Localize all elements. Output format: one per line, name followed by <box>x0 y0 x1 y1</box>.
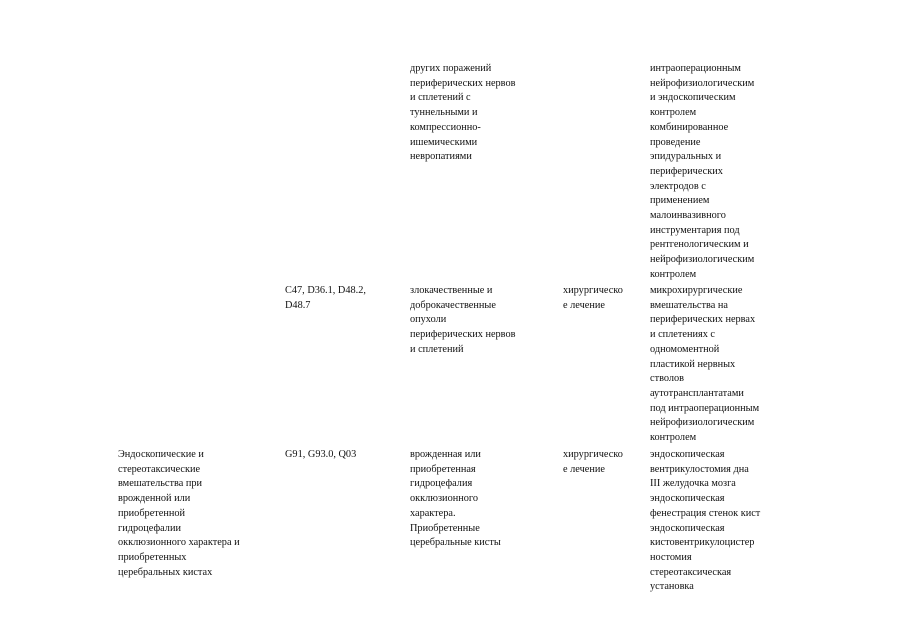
row-0-condition: других поражений периферических нервов и сплетений с туннельными и компрессионно- ишемическими невропатиями <box>410 63 516 163</box>
row-2-codes: G91, G93.0, Q03 <box>285 449 357 460</box>
row-0-method: интраоперационным нейрофизиологическим и эндоскопическим контролем комбинированное проведение эпидуральных и периферических электродов с применением малоинвазивного инструментария под рентгенологическим и нейрофизиологическим контролем <box>650 63 755 280</box>
row-1-condition: злокачественные и доброкачественные опухоли периферических нервов и сплетений <box>410 285 516 355</box>
row-2-condition: врожденная или приобретенная гидроцефалия окклюзионного характера. Приобретенные церебральные кисты <box>410 449 501 549</box>
row-1-codes: C47, D36.1, D48.2, D48.7 <box>285 285 366 311</box>
row-1-treatment-type: хирургическо е лечение <box>563 285 623 311</box>
row-2-name: Эндоскопические и стереотаксические вмешательства при врожденной или приобретенной гидроцефалии окклюзионного характера и приобретенных церебральных кистах <box>118 449 240 578</box>
row-1-method: микрохирургические вмешательства на периферических нервах и сплетениях с одномоментной пластикой нервных стволов аутотрансплантатами под интраоперационным нейрофизиологическим контролем <box>650 285 760 444</box>
row-2-method: эндоскопическая вентрикулостомия дна III желудочка мозга эндоскопическая фенестрация стенок кист эндоскопическая кистовентрикулоцистер ностомия стереотаксическая установка <box>650 449 761 593</box>
row-2-treatment-type: хирургическо е лечение <box>563 449 623 475</box>
